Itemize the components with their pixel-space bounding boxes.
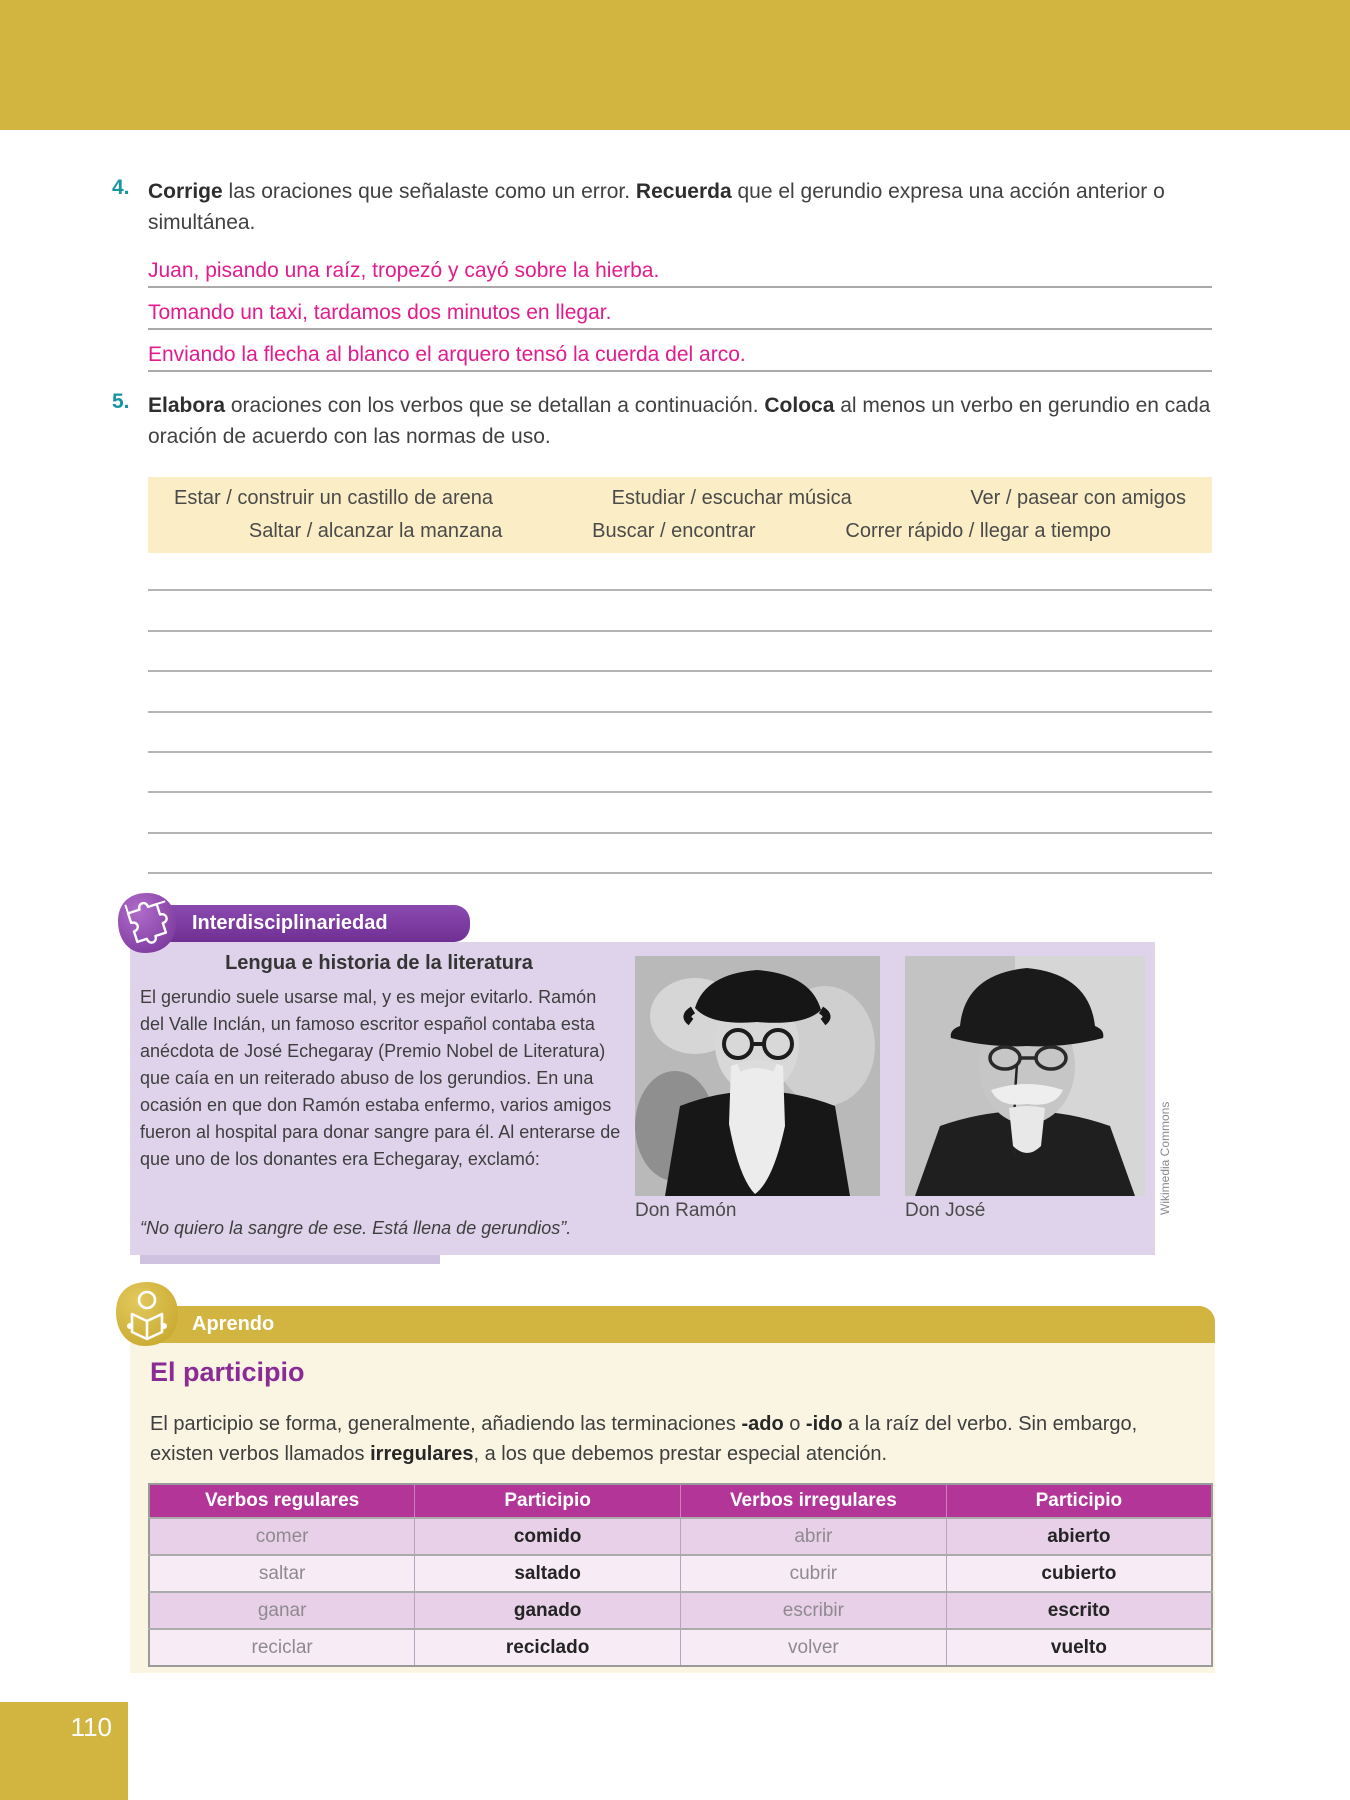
table-cell: reciclar xyxy=(149,1629,415,1666)
answer-text: Tomando un taxi, tardamos dos minutos en llegar. xyxy=(148,301,612,324)
paragraph-text: , a los que debemos prestar especial atención. xyxy=(473,1443,888,1465)
photo-caption: Don José xyxy=(905,1200,986,1221)
table-row xyxy=(149,1518,1212,1555)
photo-caption: Don Ramón xyxy=(635,1200,737,1221)
table-cell: cubierto xyxy=(946,1555,1212,1592)
photo-credit: Wikimedia Commons xyxy=(1158,1101,1172,1215)
blank-writing-line xyxy=(148,753,1212,793)
answer-text: Enviando la flecha al blanco el arquero tensó la cuerda del arco. xyxy=(148,343,746,366)
paragraph-text: a la raíz del verbo. Sin embargo, existen verbos llamados xyxy=(150,1413,1138,1465)
bold-term: Elabora xyxy=(148,394,226,417)
box-body-text: El gerundio suele usarse mal, y es mejor evitarlo. Ramón del Valle Inclán, un famoso escritor español contaba esta anécdota de José Echegaray (Premio Nobel de Literatura) que caía en un reiterado abuso de los gerundios. En una ocasión en que don Ramón estaba enfermo, varios amigos fueron al hospital para donar sangre para él. Al enterarse de que uno de los donantes era Echegaray, exclamó: xyxy=(140,987,621,1169)
blank-writing-line xyxy=(148,713,1212,753)
blank-writing-lines xyxy=(148,551,1212,874)
interdisciplinariedad-box xyxy=(130,942,1155,1255)
interdisciplinariedad-header xyxy=(140,905,470,942)
table-cell: escrito xyxy=(946,1592,1212,1629)
table-cell: ganado xyxy=(415,1592,681,1629)
instruction-text: oraciones con los verbos que se detallan a continuación. xyxy=(225,394,765,417)
instruction-text: las oraciones que señalaste como un error. xyxy=(222,180,636,203)
table-cell: comido xyxy=(415,1518,681,1555)
column-header: Participio xyxy=(946,1484,1212,1518)
section-header-label: Interdisciplinariedad xyxy=(192,912,388,934)
exercise-4-number: 4. xyxy=(112,176,130,199)
paragraph-text: El participio se forma, generalmente, añadiendo las terminaciones xyxy=(150,1413,742,1435)
bold-term: irregulares xyxy=(370,1443,474,1465)
paragraph-text: o xyxy=(783,1413,806,1435)
top-band xyxy=(0,0,1350,130)
word-bank-row xyxy=(148,487,1212,510)
don-ramon-photo xyxy=(635,956,880,1196)
section-header-label: Aprendo xyxy=(192,1313,275,1335)
blank-writing-line xyxy=(148,672,1212,712)
verb-pair: Estar / construir un castillo de arena xyxy=(174,487,494,509)
table-cell: vuelto xyxy=(946,1629,1212,1666)
answer-line xyxy=(148,246,1212,288)
reader-icon xyxy=(114,1280,180,1348)
instruction-text: que el gerundio expresa una acción anterior o simultánea. xyxy=(148,180,1165,234)
aprendo-box xyxy=(130,1343,1215,1673)
table-row xyxy=(149,1629,1212,1666)
exercise-4-instructions xyxy=(148,176,1212,238)
puzzle-icon xyxy=(116,891,178,955)
table-cell: cubrir xyxy=(681,1555,947,1592)
word-bank-row xyxy=(148,520,1212,543)
table-cell: saltado xyxy=(415,1555,681,1592)
table-cell: abierto xyxy=(946,1518,1212,1555)
blank-writing-line xyxy=(148,632,1212,672)
table-cell: reciclado xyxy=(415,1629,681,1666)
verb-pair: Estudiar / escuchar música xyxy=(611,487,852,509)
bold-term: -ado xyxy=(741,1413,784,1435)
exercise-5-number: 5. xyxy=(112,390,130,413)
topic-heading: El participio xyxy=(150,1357,305,1387)
aprendo-header xyxy=(140,1306,1215,1343)
topic-paragraph xyxy=(150,1409,1192,1469)
table-cell: escribir xyxy=(681,1592,947,1629)
column-header: Verbos regulares xyxy=(149,1484,415,1518)
column-header: Participio xyxy=(415,1484,681,1518)
table-cell: saltar xyxy=(149,1555,415,1592)
word-bank xyxy=(148,477,1212,553)
blank-writing-line xyxy=(148,591,1212,631)
page-number: 110 xyxy=(70,1712,112,1742)
blank-writing-line xyxy=(148,834,1212,874)
verb-pair: Correr rápido / llegar a tiempo xyxy=(845,520,1112,542)
column-header: Verbos irregulares xyxy=(681,1484,947,1518)
page-number-box xyxy=(0,1702,128,1800)
table-cell: ganar xyxy=(149,1592,415,1629)
verb-pair: Buscar / encontrar xyxy=(592,520,756,542)
bold-term: -ido xyxy=(805,1413,843,1435)
verb-pair: Ver / pasear con amigos xyxy=(970,487,1186,509)
table-cell: comer xyxy=(149,1518,415,1555)
blank-writing-line xyxy=(148,551,1212,591)
bold-term: Corrige xyxy=(148,180,223,203)
table-cell: volver xyxy=(681,1629,947,1666)
answer-text: Juan, pisando una raíz, tropezó y cayó sobre la hierba. xyxy=(148,259,660,282)
instruction-text: al menos un verbo en gerundio en cada oración de acuerdo con las normas de uso. xyxy=(148,394,1211,448)
table-row xyxy=(149,1592,1212,1629)
table-header-row xyxy=(149,1484,1212,1518)
box-title: Lengua e historia de la literatura xyxy=(225,952,533,974)
exercise-4-answers xyxy=(148,246,1212,372)
don-jose-photo xyxy=(905,956,1145,1196)
box-shadow-tab xyxy=(140,1255,440,1264)
blank-writing-line xyxy=(148,793,1212,833)
exercise-5-instructions xyxy=(148,390,1212,452)
bold-term: Coloca xyxy=(764,394,835,417)
table-row xyxy=(149,1555,1212,1592)
table-cell: abrir xyxy=(681,1518,947,1555)
participio-table xyxy=(148,1483,1213,1667)
answer-line xyxy=(148,288,1212,330)
quote-text: “No quiero la sangre de ese. Está llena de gerundios”. xyxy=(140,1218,572,1238)
answer-line xyxy=(148,330,1212,372)
bold-term: Recuerda xyxy=(635,180,732,203)
verb-pair: Saltar / alcanzar la manzana xyxy=(248,520,503,542)
